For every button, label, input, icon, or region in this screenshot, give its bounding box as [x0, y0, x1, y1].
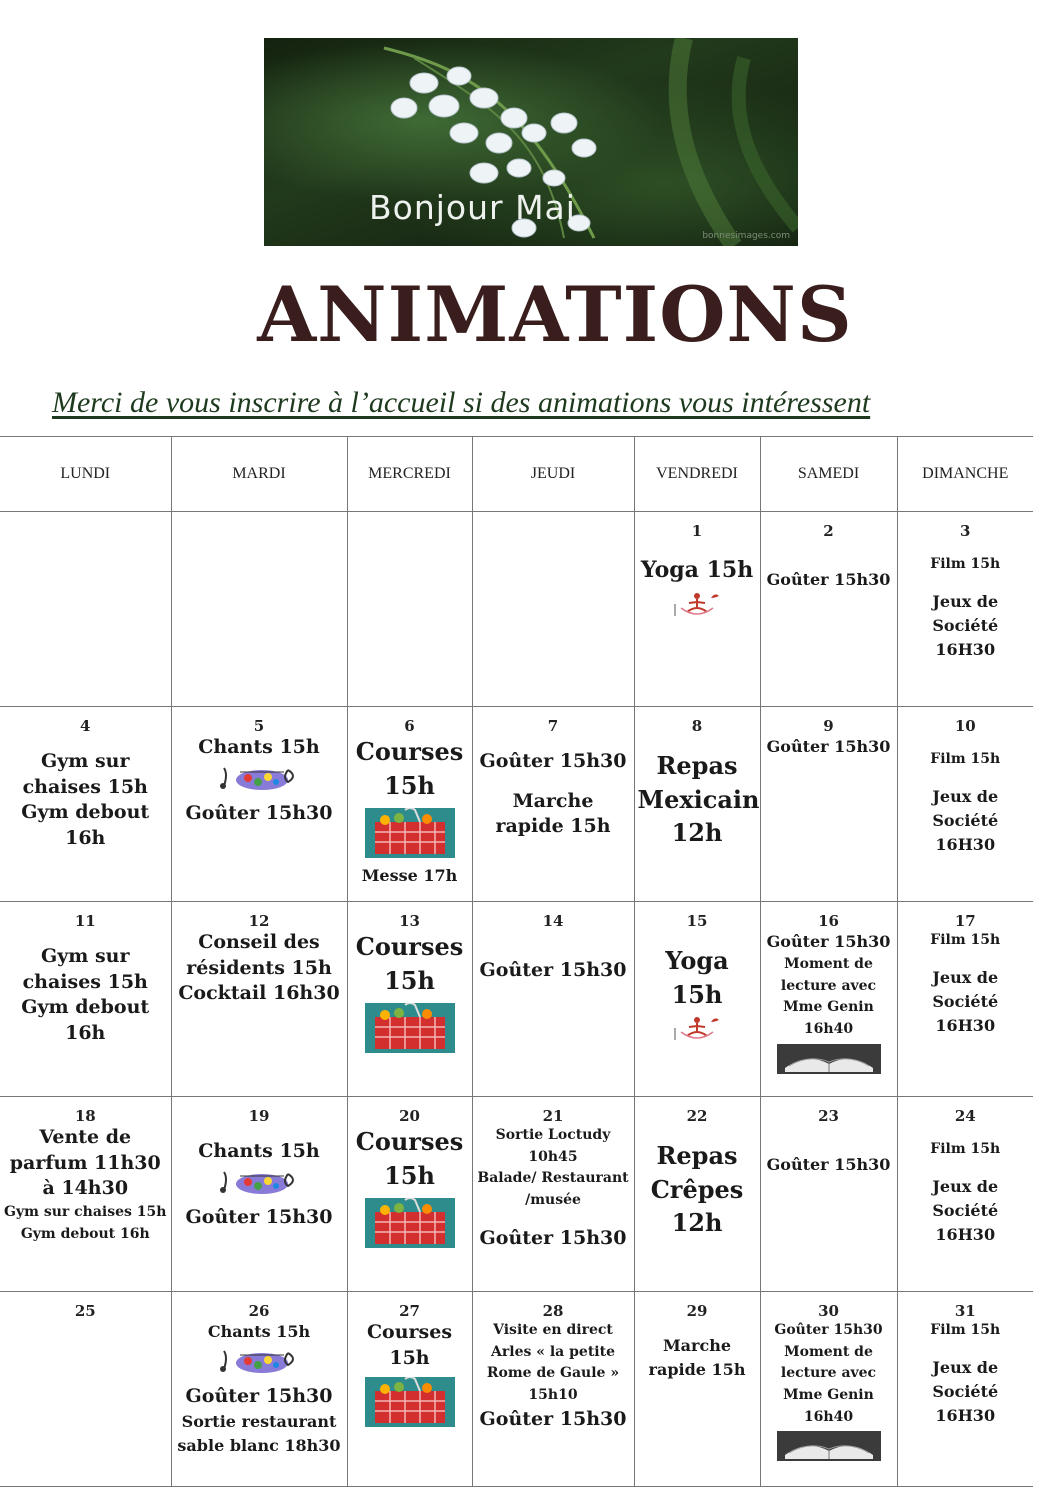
calendar-day-cell — [472, 512, 634, 707]
calendar-table — [0, 436, 1033, 1487]
activity-text: Messe 17h — [361, 866, 458, 886]
spacer — [638, 930, 757, 944]
calendar-week-row — [0, 902, 1033, 1097]
activity-text: Jeux de Société 16H30 — [932, 591, 999, 659]
spacer — [476, 775, 631, 789]
calendar-day-cell — [897, 1097, 1033, 1292]
activity-text: Jeux de Société 16H30 — [932, 1357, 999, 1425]
activity-text: Goûter 15h30 — [766, 1155, 891, 1174]
shopping-basket-icon — [351, 808, 469, 858]
calendar-day-cell — [897, 1292, 1033, 1487]
calendar-day-cell — [634, 902, 760, 1097]
activity-text: Goûter 15h30 — [185, 801, 333, 824]
music-notes-icon — [175, 764, 344, 798]
activity-text: Goûter 15h30 — [479, 1407, 627, 1430]
activity-text: Moment de lecture avec Mme Genin 16h40 — [780, 1343, 877, 1425]
page-subtitle: Merci de vous inscrire à l’accueil si des animations vous intéressent — [52, 386, 871, 419]
day-number: 22 — [686, 1107, 708, 1125]
calendar-day-cell — [760, 902, 897, 1097]
activity-text: Chants 15h — [198, 736, 320, 758]
day-number: 3 — [960, 522, 971, 540]
day-header: LUNDI — [0, 437, 171, 512]
activity-text: Film 15h — [930, 751, 1001, 767]
day-number: 5 — [253, 717, 265, 735]
calendar-day-cell — [760, 707, 897, 902]
activity-text: Chants 15h — [207, 1322, 311, 1341]
yoga-icon — [638, 1014, 757, 1046]
day-number: 1 — [691, 522, 703, 540]
spacer — [901, 735, 1031, 749]
shopping-basket-icon — [351, 1377, 469, 1427]
activity-text: Film 15h — [930, 556, 1001, 572]
calendar-day-cell — [897, 512, 1033, 707]
day-header: SAMEDI — [760, 437, 897, 512]
day-number: 20 — [399, 1107, 420, 1125]
music-notes-icon — [175, 1347, 344, 1381]
calendar-day-cell — [347, 707, 472, 902]
activity-text: Goûter 15h30 — [766, 737, 891, 756]
activity-text: Gym sur chaises 15h — [4, 1203, 167, 1220]
calendar-day-cell — [0, 1097, 171, 1292]
activity-text: Goûter 15h30 — [774, 1322, 883, 1338]
day-number: 4 — [80, 717, 91, 735]
spacer — [901, 576, 1031, 590]
calendar-day-cell — [0, 1292, 171, 1487]
banner-title: Bonjour Mai — [369, 188, 576, 227]
calendar-header-row — [0, 437, 1033, 512]
day-number: 13 — [399, 912, 420, 930]
day-number: 18 — [74, 1107, 96, 1125]
calendar-day-cell — [634, 512, 760, 707]
yoga-icon — [638, 590, 757, 622]
spacer — [3, 930, 168, 944]
day-header: MARDI — [171, 437, 347, 512]
banner-image — [264, 38, 798, 246]
shopping-basket-icon — [351, 1003, 469, 1053]
day-number: 10 — [954, 717, 976, 735]
calendar-day-cell — [634, 1292, 760, 1487]
day-number: 11 — [74, 912, 96, 930]
activity-text: Conseil des résidents 15h — [186, 931, 332, 979]
activity-text: Jeux de Société 16H30 — [932, 1176, 999, 1244]
activity-text: Repas Mexicain 12h — [637, 751, 760, 848]
calendar-day-cell — [472, 1292, 634, 1487]
calendar-day-cell — [171, 1097, 347, 1292]
activity-text: Goûter 15h30 — [766, 570, 891, 589]
activity-text: Sortie Loctudy 10h45 — [495, 1127, 611, 1165]
spacer — [901, 952, 1031, 966]
activity-text: Visite en direct Arles « la petite Rome de Gaule » 15h10 — [486, 1322, 620, 1404]
spacer — [476, 930, 631, 944]
day-number: 9 — [823, 717, 834, 735]
activity-text: Gym debout 16h — [21, 801, 150, 849]
activity-text: Yoga 15h — [665, 946, 729, 1009]
calendar-day-cell — [171, 707, 347, 902]
spacer — [638, 540, 757, 554]
day-number: 29 — [686, 1302, 708, 1320]
activity-text: Repas Crêpes 12h — [650, 1141, 744, 1238]
day-number: 8 — [691, 717, 703, 735]
spacer — [764, 554, 894, 568]
activity-text: Courses 15h — [355, 737, 464, 800]
day-number: 17 — [954, 912, 976, 930]
spacer — [476, 735, 631, 749]
activity-text: Cocktail 16h30 — [178, 982, 340, 1005]
calendar-week-row — [0, 512, 1033, 707]
activity-text: Jeux de Société 16H30 — [932, 786, 999, 854]
day-header: DIMANCHE — [897, 437, 1033, 512]
day-number: 15 — [686, 912, 708, 930]
spacer — [476, 944, 631, 958]
calendar-day-cell — [760, 1097, 897, 1292]
spacer — [638, 735, 757, 749]
day-number: 14 — [542, 912, 564, 930]
day-header: VENDREDI — [634, 437, 760, 512]
calendar-day-cell — [634, 1097, 760, 1292]
day-number: 7 — [547, 717, 559, 735]
calendar-day-cell — [760, 1292, 897, 1487]
activity-text: Goûter 15h30 — [766, 932, 891, 951]
spacer — [901, 771, 1031, 785]
calendar-day-cell — [634, 707, 760, 902]
book-icon — [764, 1044, 894, 1078]
activity-text: Moment de lecture avec Mme Genin 16h40 — [780, 956, 877, 1038]
book-icon — [764, 1431, 894, 1465]
day-number: 31 — [954, 1302, 976, 1320]
spacer — [476, 1212, 631, 1226]
activity-text: Film 15h — [930, 1322, 1001, 1338]
activity-text: Chants 15h — [198, 1140, 320, 1162]
calendar-day-cell — [0, 902, 171, 1097]
calendar-day-cell — [347, 512, 472, 707]
calendar-day-cell — [897, 707, 1033, 902]
calendar-week-row — [0, 707, 1033, 902]
calendar-day-cell — [472, 1097, 634, 1292]
day-number: 26 — [248, 1302, 270, 1320]
day-number: 12 — [248, 912, 270, 930]
activity-text: Goûter 15h30 — [185, 1205, 333, 1228]
calendar-day-cell — [472, 707, 634, 902]
activity-text: Courses 15h — [366, 1321, 453, 1369]
calendar-week-row — [0, 1097, 1033, 1292]
activity-text: Gym sur chaises 15h — [22, 945, 148, 993]
day-number: 6 — [404, 717, 415, 735]
activity-text: Film 15h — [930, 1141, 1001, 1157]
activity-text: Film 15h — [930, 932, 1001, 948]
calendar-day-cell — [171, 1292, 347, 1487]
spacer — [638, 1320, 757, 1334]
calendar-day-cell — [347, 1292, 472, 1487]
banner-credit: bonnesimages.com — [702, 231, 790, 241]
calendar-day-cell — [760, 512, 897, 707]
activity-text: Balade/ Restaurant /musée — [477, 1170, 629, 1209]
day-number: 21 — [542, 1107, 564, 1125]
spacer — [3, 735, 168, 749]
music-notes-icon — [175, 1168, 344, 1202]
activity-text: Gym debout 16h — [21, 996, 150, 1044]
day-header: MERCREDI — [347, 437, 472, 512]
activity-text: Marche rapide 15h — [648, 1336, 746, 1379]
calendar-day-cell — [347, 902, 472, 1097]
day-number: 23 — [818, 1107, 839, 1125]
activity-text: Courses 15h — [355, 1127, 464, 1190]
activity-text: Yoga 15h — [640, 557, 754, 583]
shopping-basket-icon — [351, 1198, 469, 1248]
activity-text: Goûter 15h30 — [479, 959, 627, 981]
day-number: 2 — [823, 522, 834, 540]
calendar-day-cell — [347, 1097, 472, 1292]
calendar-day-cell — [472, 902, 634, 1097]
activity-text: Gym debout 16h — [20, 1225, 150, 1242]
activity-text: Goûter 15h30 — [479, 750, 627, 772]
day-number: 27 — [399, 1302, 420, 1320]
spacer — [175, 1125, 344, 1139]
day-number: 19 — [248, 1107, 270, 1125]
activity-text: Courses 15h — [355, 932, 464, 995]
calendar-day-cell — [897, 902, 1033, 1097]
spacer — [764, 540, 894, 554]
spacer — [901, 540, 1031, 554]
activity-text: Jeux de Société 16H30 — [932, 967, 999, 1035]
calendar-day-cell — [171, 512, 347, 707]
spacer — [764, 1125, 894, 1139]
spacer — [901, 1161, 1031, 1175]
day-number: 24 — [954, 1107, 976, 1125]
activity-text: Goûter 15h30 — [185, 1385, 333, 1407]
day-header: JEUDI — [472, 437, 634, 512]
spacer — [764, 1139, 894, 1153]
activity-text: Vente de parfum 11h30 à 14h30 — [9, 1126, 161, 1200]
activity-text: Gym sur chaises 15h — [22, 750, 148, 798]
day-number: 25 — [74, 1302, 96, 1320]
spacer — [901, 1125, 1031, 1139]
day-number: 16 — [818, 912, 839, 930]
spacer — [901, 1342, 1031, 1356]
activity-text: Marche rapide 15h — [495, 789, 611, 838]
calendar-week-row — [0, 1292, 1033, 1487]
day-number: 30 — [818, 1302, 839, 1320]
calendar-day-cell — [0, 707, 171, 902]
calendar-body — [0, 512, 1033, 1487]
activity-text: Goûter 15h30 — [479, 1226, 627, 1249]
spacer — [638, 1125, 757, 1139]
calendar-day-cell — [171, 902, 347, 1097]
calendar-day-cell — [0, 512, 171, 707]
activity-text: Sortie restaurant sable blanc 18h30 — [177, 1411, 341, 1455]
page-title: ANIMATIONS — [257, 270, 853, 359]
day-number: 28 — [542, 1302, 564, 1320]
